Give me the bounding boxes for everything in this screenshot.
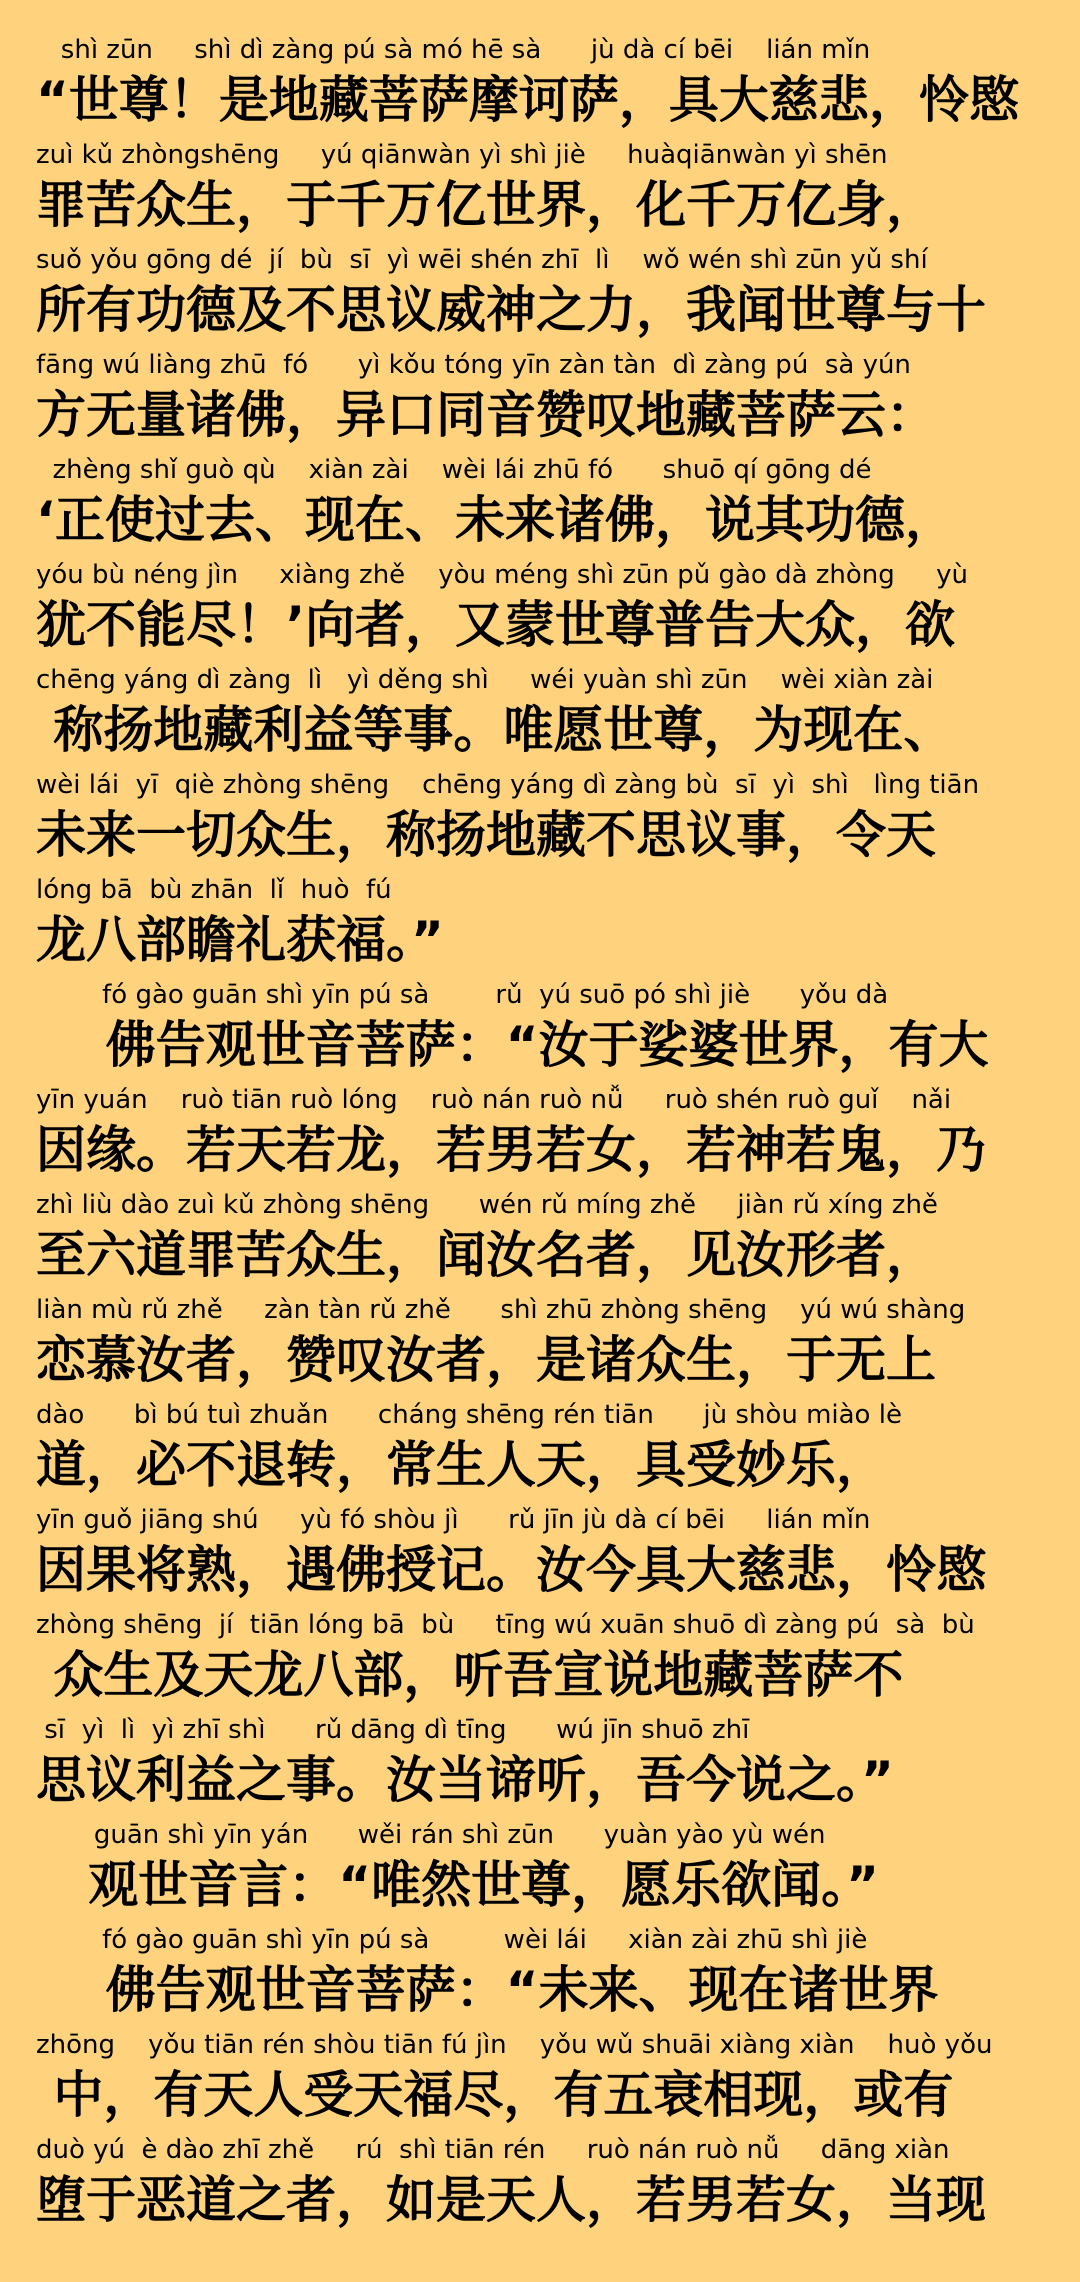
pinyin-line: shì zūn shì dì zàng pú sà mó hē sà jù dà cí bēi lián mǐn bbox=[36, 35, 871, 65]
text-line bbox=[36, 1500, 1044, 1605]
pinyin-line: yóu bù néng jìn xiàng zhě yòu méng shì zūn pǔ gào dà zhòng yù bbox=[36, 560, 968, 590]
text-line bbox=[36, 1920, 1044, 2025]
hanzi-line: 所有功德及不思议威神之力，我闻世尊与十 bbox=[36, 281, 986, 339]
text-line bbox=[36, 345, 1044, 450]
pinyin-line: lóng bā bù zhān lǐ huò fú bbox=[36, 875, 392, 905]
text-line bbox=[36, 135, 1044, 240]
pinyin-line: dào bì bú tuì zhuǎn cháng shēng rén tiān jù shòu miào lè bbox=[36, 1400, 902, 1430]
text-line bbox=[36, 1290, 1044, 1395]
pinyin-line: wèi lái yī qiè zhòng shēng chēng yáng dì zàng bù sī yì shì lìng tiān bbox=[36, 770, 980, 800]
pinyin-line: zhèng shǐ guò qù xiàn zài wèi lái zhū fó shuō qí gōng dé bbox=[36, 455, 872, 485]
hanzi-line: 堕于恶道之者，如是天人，若男若女，当现 bbox=[36, 2171, 986, 2229]
pinyin-line: zhōng yǒu tiān rén shòu tiān fú jìn yǒu wǔ shuāi xiàng xiàn huò yǒu bbox=[36, 2030, 993, 2060]
pinyin-line: zhì liù dào zuì kǔ zhòng shēng wén rǔ míng zhě jiàn rǔ xíng zhě bbox=[36, 1190, 938, 1220]
pinyin-line: duò yú è dào zhī zhě rú shì tiān rén ruò nán ruò nǚ dāng xiàn bbox=[36, 2135, 950, 2165]
text-line bbox=[36, 765, 1044, 870]
hanzi-line: 众生及天龙八部，听吾宣说地藏菩萨不 bbox=[36, 1646, 904, 1704]
hanzi-line: 罪苦众生，于千万亿世界，化千万亿身， bbox=[36, 176, 936, 234]
hanzi-line: 恋慕汝者，赞叹汝者，是诸众生，于无上 bbox=[36, 1331, 936, 1389]
text-line bbox=[36, 870, 1044, 975]
text-line bbox=[36, 975, 1044, 1080]
text-line bbox=[36, 1080, 1044, 1185]
hanzi-line: ‘正使过去、现在、未来诸佛，说其功德， bbox=[36, 491, 955, 549]
text-line bbox=[36, 2025, 1044, 2130]
text-line bbox=[36, 450, 1044, 555]
pinyin-line: suǒ yǒu gōng dé jí bù sī yì wēi shén zhī lì wǒ wén shì zūn yǔ shí bbox=[36, 245, 928, 275]
text-line bbox=[36, 1710, 1044, 1815]
hanzi-line: 方无量诸佛，异口同音赞叹地藏菩萨云： bbox=[36, 386, 936, 444]
hanzi-line: 因缘。若天若龙，若男若女，若神若鬼，乃 bbox=[36, 1121, 986, 1179]
hanzi-line: 犹不能尽！’向者，又蒙世尊普告大众，欲 bbox=[36, 596, 955, 654]
text-line bbox=[36, 1395, 1044, 1500]
pinyin-line: yīn guǒ jiāng shú yù fó shòu jì rǔ jīn jù dà cí bēi lián mǐn bbox=[36, 1505, 871, 1535]
pinyin-line: sī yì lì yì zhī shì rǔ dāng dì tīng wú jīn shuō zhī bbox=[36, 1715, 750, 1745]
hanzi-line: “世尊！是地藏菩萨摩诃萨，具大慈悲，怜愍 bbox=[36, 71, 1019, 129]
hanzi-line: 至六道罪苦众生，闻汝名者，见汝形者， bbox=[36, 1226, 936, 1284]
hanzi-line: 佛告观世音菩萨：“汝于娑婆世界，有大 bbox=[36, 1016, 989, 1074]
pinyin-line: fó gào guān shì yīn pú sà wèi lái xiàn zài zhū shì jiè bbox=[36, 1925, 868, 1955]
hanzi-line: 龙八部瞻礼获福。” bbox=[36, 911, 444, 969]
hanzi-line: 中，有天人受天福尽，有五衰相现，或有 bbox=[36, 2066, 954, 2124]
text-line bbox=[36, 555, 1044, 660]
pinyin-line: zuì kǔ zhòngshēng yú qiānwàn yì shì jiè huàqiānwàn yì shēn bbox=[36, 140, 888, 170]
pinyin-line: liàn mù rǔ zhě zàn tàn rǔ zhě shì zhū zhòng shēng yú wú shàng bbox=[36, 1295, 966, 1325]
hanzi-line: 思议利益之事。汝当谛听，吾今说之。” bbox=[36, 1751, 894, 1809]
text-line bbox=[36, 660, 1044, 765]
pinyin-line: zhòng shēng jí tiān lóng bā bù tīng wú xuān shuō dì zàng pú sà bù bbox=[36, 1610, 975, 1640]
pinyin-line: chēng yáng dì zàng lì yì děng shì wéi yuàn shì zūn wèi xiàn zài bbox=[36, 665, 934, 695]
hanzi-line: 佛告观世音菩萨：“未来、现在诸世界 bbox=[36, 1961, 939, 2019]
hanzi-line: 道，必不退转，常生人天，具受妙乐， bbox=[36, 1436, 886, 1494]
hanzi-line: 称扬地藏利益等事。唯愿世尊，为现在、 bbox=[36, 701, 954, 759]
text-line bbox=[36, 1185, 1044, 1290]
pinyin-line: fāng wú liàng zhū fó yì kǒu tóng yīn zàn tàn dì zàng pú sà yún bbox=[36, 350, 911, 380]
pinyin-line: yīn yuán ruò tiān ruò lóng ruò nán ruò nǚ ruò shén ruò guǐ nǎi bbox=[36, 1085, 952, 1115]
text-line bbox=[36, 1605, 1044, 1710]
hanzi-line: 因果将熟，遇佛授记。汝今具大慈悲，怜愍 bbox=[36, 1541, 986, 1599]
pinyin-line: fó gào guān shì yīn pú sà rǔ yú suō pó shì jiè yǒu dà bbox=[36, 980, 889, 1010]
text-line bbox=[36, 2130, 1044, 2235]
hanzi-line: 未来一切众生，称扬地藏不思议事，令天 bbox=[36, 806, 936, 864]
text-line bbox=[36, 240, 1044, 345]
pinyin-line: guān shì yīn yán wěi rán shì zūn yuàn yào yù wén bbox=[36, 1820, 826, 1850]
text-line bbox=[36, 30, 1044, 135]
hanzi-line: 观世音言：“唯然世尊，愿乐欲闻。” bbox=[36, 1856, 879, 1914]
text-line bbox=[36, 1815, 1044, 1920]
